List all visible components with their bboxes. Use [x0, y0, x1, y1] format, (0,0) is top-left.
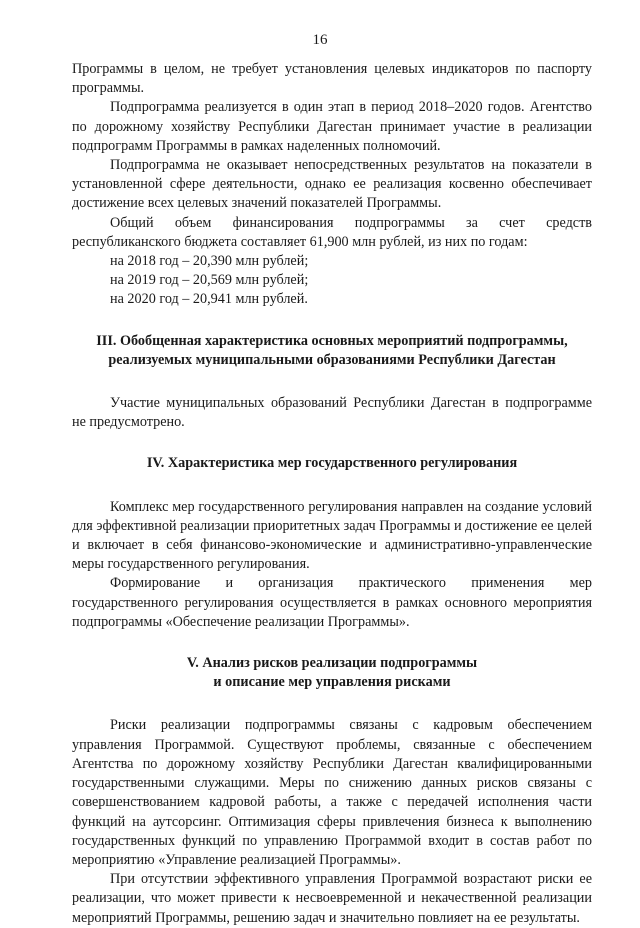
intro-paragraph-2: Подпрограмма реализуется в один этап в период 2018–2020 годов. Агентство по дорожному хозяйству Республики Дагестан принимает участие в реализации подпрограмм Программы в рамках наделенных полномочий. [72, 99, 592, 154]
section-5-heading-line-1: V. Анализ рисков реализации подпрограммы [186, 655, 478, 672]
section-4-paragraph-2: Формирование и организация практического применения мер государственного регулирования осуществляется в рамках основного мероприятия подпрограммы «Обеспечение реализации Программы». [72, 575, 592, 630]
section-4-heading: IV. Характеристика мер государственного регулирования [146, 455, 518, 472]
funding-year-2018: на 2018 год – 20,390 млн рублей; [110, 253, 309, 270]
funding-year-2020: на 2020 год – 20,941 млн рублей. [110, 291, 308, 308]
section-4-paragraph-1: Комплекс мер государственного регулирования направлен на создание условий для эффективной реализации приоритетных задач Программы и достижение ее целей и включает в себя финансово-экономические и административно-управленческие меры государственного регулирования. [72, 498, 592, 573]
intro-paragraph-4: Общий объем финансирования подпрограммы за счет средств республиканского бюджета составляет 61,900 млн рублей, из них по годам: [72, 214, 592, 250]
section-5-paragraph-1: Риски реализации подпрограммы связаны с кадровым обеспечением управления Программой. Существуют проблемы, связанные с обеспечением Агентства по дорожному хозяйству Республики Дагестан квалифицированными государственными служащими. Меры по снижению данных рисков связаны с совершенствованием кадровой работы, а также с передачей исполнения части функций на аутсорсинг. Оптимизация сферы привлечения бизнеса к выполнению государственных функций по управлению Программой входит в состав работ по мероприятию «Управление реализацией Программы». [72, 717, 592, 868]
page-number: 16 [312, 32, 328, 48]
section-3-paragraph-1: Участие муниципальных образований Республики Дагестан в подпрограмме не предусмотрено. [72, 395, 592, 431]
funding-year-2019: на 2019 год – 20,569 млн рублей; [110, 272, 309, 289]
section-3-heading-line-2: реализуемых муниципальными образованиями Республики Дагестан [108, 351, 556, 368]
section-5-heading-line-2: и описание мер управления рисками [213, 674, 451, 691]
document-body [72, 60, 592, 928]
intro-paragraph-3: Подпрограмма не оказывает непосредственных результатов на показатели в установленной сфере деятельности, однако ее реализация косвенно обеспечивает достижение всех целевых значений показателей Программы. [72, 157, 592, 212]
section-3-heading-line-1: III. Обобщенная характеристика основных мероприятий подпрограммы, [96, 332, 568, 349]
intro-paragraph-1: Программы в целом, не требует установления целевых индикаторов по паспорту программы. [72, 61, 592, 97]
section-5-paragraph-2: При отсутствии эффективного управления Программой возрастают риски ее реализации, что может привести к несвоевременной и некачественной реализации мероприятий Программы, решению задач и значительно повлияет на ее результаты. [72, 871, 592, 926]
